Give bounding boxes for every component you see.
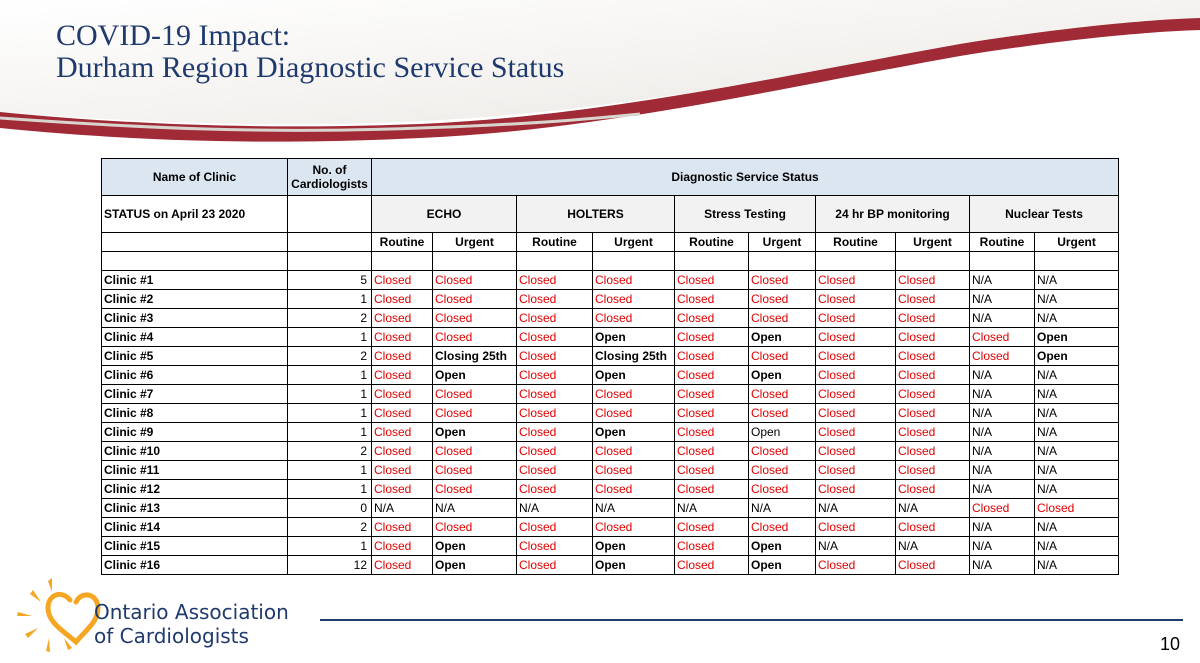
sub-header: Urgent: [433, 233, 517, 252]
service-status-cell: Open: [749, 366, 816, 385]
logo-line-2: of Cardiologists: [94, 624, 249, 648]
service-status-cell: Closed: [517, 347, 593, 366]
service-status-cell: Closed: [896, 518, 970, 537]
service-status-cell: Closed: [675, 518, 749, 537]
service-status-cell: Closed: [372, 385, 433, 404]
service-status-cell: Open: [593, 366, 675, 385]
service-status-cell: Closed: [816, 309, 896, 328]
service-status-cell: Closing 25th: [433, 347, 517, 366]
service-status-cell: Closed: [896, 423, 970, 442]
service-status-cell: Closed: [816, 423, 896, 442]
service-status-cell: Closed: [517, 366, 593, 385]
service-status-cell: Open: [749, 328, 816, 347]
service-status-cell: Closed: [675, 347, 749, 366]
service-status-cell: Closed: [675, 461, 749, 480]
clinic-name: Clinic #5: [102, 347, 288, 366]
service-status-cell: Closed: [372, 328, 433, 347]
cardiologist-count: 1: [288, 366, 372, 385]
clinic-name: Clinic #11: [102, 461, 288, 480]
service-status-cell: Closed: [593, 404, 675, 423]
service-status-cell: Closed: [749, 442, 816, 461]
header-clinic-name: Name of Clinic: [102, 159, 288, 196]
service-status-cell: Closed: [749, 347, 816, 366]
service-status-cell: Closed: [675, 442, 749, 461]
service-status-cell: Closed: [749, 480, 816, 499]
service-status-cell: Closed: [816, 290, 896, 309]
sub-header: Routine: [675, 233, 749, 252]
service-status-cell: Closed: [1035, 499, 1119, 518]
service-status-cell: N/A: [970, 423, 1035, 442]
service-status-cell: Closed: [517, 537, 593, 556]
table-row: [102, 518, 1119, 537]
service-status-cell: N/A: [1035, 480, 1119, 499]
footer-divider: [320, 619, 1183, 621]
service-status-cell: Closed: [433, 518, 517, 537]
service-status-cell: Closed: [749, 385, 816, 404]
service-status-cell: Closed: [816, 271, 896, 290]
logo-line-1: Ontario Association: [94, 600, 289, 624]
service-status-cell: Open: [1035, 347, 1119, 366]
service-status-cell: N/A: [816, 537, 896, 556]
service-status-cell: N/A: [970, 366, 1035, 385]
service-status-cell: Closed: [970, 499, 1035, 518]
service-status-cell: N/A: [970, 309, 1035, 328]
table-row: [102, 385, 1119, 404]
service-status-cell: Closed: [675, 404, 749, 423]
cardiologist-count: 1: [288, 423, 372, 442]
clinic-name: Clinic #16: [102, 556, 288, 575]
service-status-cell: Closed: [896, 442, 970, 461]
service-status-cell: Closed: [433, 442, 517, 461]
service-status-cell: Open: [749, 556, 816, 575]
service-status-cell: Closed: [970, 347, 1035, 366]
table-row: [102, 556, 1119, 575]
cardiologist-count: 2: [288, 442, 372, 461]
service-status-cell: Closed: [517, 423, 593, 442]
service-status-cell: N/A: [816, 499, 896, 518]
service-status-cell: Closed: [517, 518, 593, 537]
cardiologist-count: 1: [288, 480, 372, 499]
service-status-cell: Closed: [675, 480, 749, 499]
service-status-cell: N/A: [517, 499, 593, 518]
service-status-cell: Closed: [593, 461, 675, 480]
cardiologist-count: 12: [288, 556, 372, 575]
service-status-cell: Closed: [372, 290, 433, 309]
table-row: [102, 537, 1119, 556]
service-status-cell: N/A: [970, 518, 1035, 537]
service-status-cell: Closed: [517, 385, 593, 404]
service-status-cell: Closed: [749, 309, 816, 328]
table-header-row: [102, 159, 1119, 196]
service-status-cell: N/A: [970, 480, 1035, 499]
table-row: [102, 423, 1119, 442]
service-status-cell: Closed: [816, 347, 896, 366]
service-status-cell: Closed: [593, 442, 675, 461]
service-status-cell: Closed: [433, 461, 517, 480]
service-status-cell: N/A: [1035, 423, 1119, 442]
service-status-cell: Open: [593, 328, 675, 347]
title-line-1: COVID-19 Impact:: [56, 19, 291, 52]
service-status-table: [101, 158, 1119, 575]
service-status-cell: Open: [433, 423, 517, 442]
service-status-cell: Closed: [517, 556, 593, 575]
service-status-cell: Closed: [593, 309, 675, 328]
service-status-cell: Closed: [896, 480, 970, 499]
cardiologist-count: 2: [288, 309, 372, 328]
service-status-cell: Closed: [372, 423, 433, 442]
service-status-cell: Closed: [970, 328, 1035, 347]
service-status-cell: Closed: [372, 461, 433, 480]
service-status-cell: Closed: [372, 366, 433, 385]
service-status-cell: Closed: [372, 271, 433, 290]
clinic-name: Clinic #4: [102, 328, 288, 347]
service-status-cell: Closed: [675, 385, 749, 404]
service-status-cell: Closed: [816, 518, 896, 537]
clinic-name: Clinic #9: [102, 423, 288, 442]
service-status-cell: Closed: [372, 442, 433, 461]
sub-header: Routine: [970, 233, 1035, 252]
service-status-cell: N/A: [1035, 309, 1119, 328]
service-status-cell: N/A: [1035, 537, 1119, 556]
service-status-cell: Closed: [433, 404, 517, 423]
service-bp-monitoring: 24 hr BP monitoring: [816, 196, 970, 233]
clinic-name: Clinic #14: [102, 518, 288, 537]
service-status-cell: Closed: [433, 309, 517, 328]
service-status-cell: Closed: [896, 461, 970, 480]
service-status-cell: Closed: [517, 328, 593, 347]
blank-row: [102, 252, 1119, 271]
sub-header-row: [102, 233, 1119, 252]
service-status-cell: Closed: [593, 385, 675, 404]
service-status-cell: Closed: [372, 518, 433, 537]
service-status-cell: Open: [593, 423, 675, 442]
service-status-cell: Closed: [675, 328, 749, 347]
service-status-cell: Closed: [433, 271, 517, 290]
status-blank-cell: [288, 196, 372, 233]
service-status-cell: N/A: [1035, 366, 1119, 385]
service-status-cell: N/A: [970, 404, 1035, 423]
cardiologist-count: 1: [288, 385, 372, 404]
sub-blank-cell: [288, 233, 372, 252]
service-status-cell: N/A: [970, 556, 1035, 575]
service-status-cell: Closed: [896, 271, 970, 290]
clinic-name: Clinic #3: [102, 309, 288, 328]
table-row: [102, 290, 1119, 309]
service-status-cell: N/A: [1035, 290, 1119, 309]
clinic-rows: [102, 271, 1119, 575]
service-holters: HOLTERS: [517, 196, 675, 233]
sub-header: Urgent: [896, 233, 970, 252]
service-status-cell: Closed: [749, 290, 816, 309]
table-row: [102, 347, 1119, 366]
service-status-cell: Closed: [749, 271, 816, 290]
table-row: [102, 328, 1119, 347]
clinic-name: Clinic #13: [102, 499, 288, 518]
service-status-cell: Closed: [896, 328, 970, 347]
table-row: [102, 271, 1119, 290]
cardiologist-count: 0: [288, 499, 372, 518]
service-status-cell: Closed: [675, 423, 749, 442]
sub-header: Routine: [517, 233, 593, 252]
service-status-cell: Closed: [517, 271, 593, 290]
service-status-cell: Open: [433, 556, 517, 575]
service-status-cell: Closing 25th: [593, 347, 675, 366]
sub-blank-cell: [102, 233, 288, 252]
service-status-cell: Closed: [433, 290, 517, 309]
service-echo: ECHO: [372, 196, 517, 233]
service-status-cell: Closed: [517, 290, 593, 309]
service-status-cell: N/A: [749, 499, 816, 518]
service-status-cell: N/A: [1035, 404, 1119, 423]
service-status-cell: Closed: [433, 385, 517, 404]
sub-header: Urgent: [1035, 233, 1119, 252]
service-status-cell: Closed: [433, 480, 517, 499]
table-row: [102, 480, 1119, 499]
service-status-cell: Closed: [675, 309, 749, 328]
service-status-cell: Closed: [675, 271, 749, 290]
service-status-cell: Closed: [749, 461, 816, 480]
sub-header: Urgent: [749, 233, 816, 252]
cardiologist-count: 1: [288, 404, 372, 423]
service-status-cell: N/A: [896, 499, 970, 518]
service-status-cell: Closed: [896, 347, 970, 366]
service-status-cell: Open: [1035, 328, 1119, 347]
service-status-cell: Closed: [517, 442, 593, 461]
title-line-2: Durham Region Diagnostic Service Status: [56, 51, 565, 84]
service-status-cell: Closed: [593, 518, 675, 537]
service-status-cell: N/A: [1035, 385, 1119, 404]
clinic-name: Clinic #15: [102, 537, 288, 556]
service-status-cell: Closed: [517, 480, 593, 499]
cardiologist-count: 1: [288, 290, 372, 309]
service-status-cell: Closed: [517, 404, 593, 423]
service-status-cell: Closed: [372, 537, 433, 556]
service-status-cell: N/A: [1035, 556, 1119, 575]
service-status-cell: Closed: [896, 404, 970, 423]
clinic-name: Clinic #1: [102, 271, 288, 290]
service-status-cell: N/A: [1035, 461, 1119, 480]
clinic-name: Clinic #12: [102, 480, 288, 499]
page-number: 10: [1160, 634, 1181, 654]
service-status-cell: N/A: [896, 537, 970, 556]
service-status-cell: N/A: [1035, 271, 1119, 290]
cardiologist-count: 2: [288, 518, 372, 537]
service-status-cell: N/A: [970, 461, 1035, 480]
service-status-cell: Closed: [675, 290, 749, 309]
clinic-name: Clinic #10: [102, 442, 288, 461]
service-status-cell: Closed: [593, 290, 675, 309]
logo-wordmark: [94, 600, 289, 648]
cardiologist-count: 5: [288, 271, 372, 290]
service-status-cell: Closed: [749, 518, 816, 537]
cardiologist-count: 1: [288, 328, 372, 347]
service-status-cell: Closed: [372, 309, 433, 328]
service-status-cell: N/A: [970, 271, 1035, 290]
service-status-cell: Open: [433, 537, 517, 556]
clinic-name: Clinic #6: [102, 366, 288, 385]
service-status-cell: Closed: [816, 461, 896, 480]
service-status-cell: Closed: [517, 461, 593, 480]
service-status-cell: Closed: [896, 309, 970, 328]
clinic-name: Clinic #8: [102, 404, 288, 423]
service-stress-testing: Stress Testing: [675, 196, 816, 233]
table-row: [102, 309, 1119, 328]
service-status-cell: Closed: [816, 480, 896, 499]
table-row: [102, 404, 1119, 423]
cardiologist-count: 2: [288, 347, 372, 366]
service-status-cell: Closed: [816, 385, 896, 404]
service-status-cell: N/A: [970, 442, 1035, 461]
service-status-cell: Closed: [517, 309, 593, 328]
service-status-cell: Closed: [372, 480, 433, 499]
service-status-cell: N/A: [970, 290, 1035, 309]
service-status-cell: Open: [593, 537, 675, 556]
service-status-cell: N/A: [970, 537, 1035, 556]
sub-header: Routine: [372, 233, 433, 252]
service-status-cell: Open: [749, 423, 816, 442]
status-date-row: [102, 196, 1119, 233]
service-status-cell: Open: [433, 366, 517, 385]
service-status-cell: Closed: [816, 442, 896, 461]
service-nuclear-tests: Nuclear Tests: [970, 196, 1119, 233]
cardiologist-count: 1: [288, 461, 372, 480]
service-status-cell: Closed: [593, 271, 675, 290]
service-status-cell: Closed: [816, 328, 896, 347]
service-status-cell: Closed: [372, 556, 433, 575]
clinic-name: Clinic #7: [102, 385, 288, 404]
service-status-cell: Closed: [372, 347, 433, 366]
service-status-cell: N/A: [675, 499, 749, 518]
service-status-cell: Closed: [896, 366, 970, 385]
service-status-cell: Closed: [816, 404, 896, 423]
service-status-cell: Closed: [675, 366, 749, 385]
service-status-cell: Open: [593, 556, 675, 575]
cardiologist-count: 1: [288, 537, 372, 556]
status-date-label: STATUS on April 23 2020: [102, 196, 288, 233]
sub-header: Urgent: [593, 233, 675, 252]
service-status-cell: Closed: [433, 328, 517, 347]
service-status-cell: Closed: [593, 480, 675, 499]
service-status-cell: Closed: [896, 290, 970, 309]
service-status-cell: Closed: [372, 404, 433, 423]
service-status-cell: Closed: [816, 366, 896, 385]
clinic-name: Clinic #2: [102, 290, 288, 309]
table-row: [102, 366, 1119, 385]
table-row: [102, 499, 1119, 518]
service-status-cell: N/A: [1035, 442, 1119, 461]
service-status-cell: Closed: [816, 556, 896, 575]
service-status-cell: Closed: [675, 556, 749, 575]
sub-header: Routine: [816, 233, 896, 252]
header-cardiologists: No. of Cardiologists: [288, 159, 372, 196]
service-status-cell: Closed: [896, 556, 970, 575]
service-status-cell: Closed: [749, 404, 816, 423]
service-status-cell: N/A: [1035, 518, 1119, 537]
page-title: [56, 20, 564, 84]
service-status-cell: N/A: [372, 499, 433, 518]
service-status-cell: Closed: [675, 537, 749, 556]
service-status-cell: N/A: [433, 499, 517, 518]
header-service-status: Diagnostic Service Status: [372, 159, 1119, 196]
service-status-cell: N/A: [593, 499, 675, 518]
service-status-cell: N/A: [970, 385, 1035, 404]
table-row: [102, 442, 1119, 461]
service-status-cell: Closed: [896, 385, 970, 404]
table-row: [102, 461, 1119, 480]
service-status-cell: Open: [749, 537, 816, 556]
